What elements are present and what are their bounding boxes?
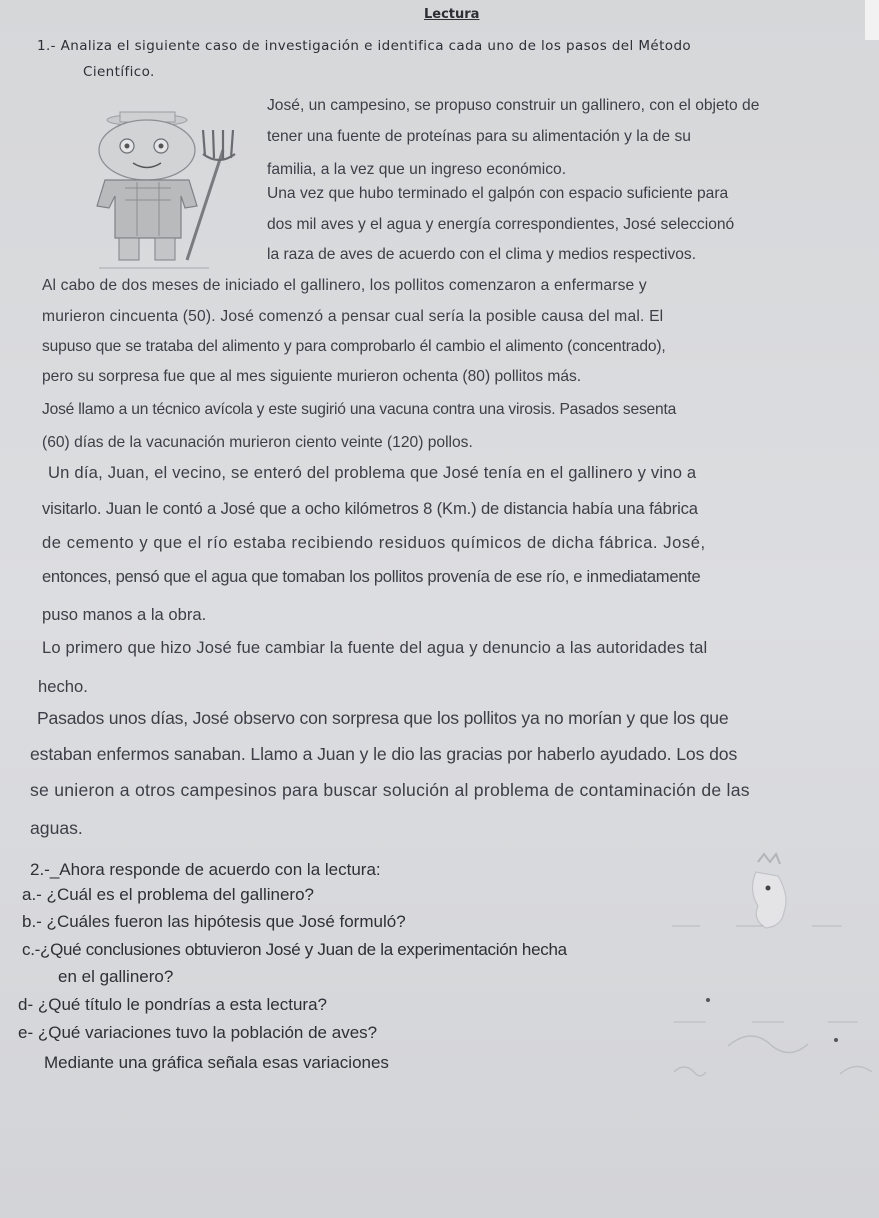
question-e: e- ¿Qué variaciones tuvo la población de aves? [18,1023,378,1042]
farmer-illustration [85,108,257,270]
paragraph-line: Un día, Juan, el vecino, se enteró del problema que José tenía en el gallinero y vino a [48,463,697,482]
paragraph-line: Pasados unos días, José observo con sorpresa que los pollitos ya no morían y que los que [37,708,729,728]
paragraph-line: Una vez que hubo terminado el galpón con espacio suficiente para [267,185,729,202]
paragraph-line: se unieron a otros campesinos para buscar solución al problema de contaminación de las [30,780,750,800]
paragraph-line: Al cabo de dos meses de iniciado el gallinero, los pollitos comenzaron a enfermarse y [42,277,647,294]
paragraph-line: hecho. [38,677,88,696]
question-e-graph-instruction: Mediante una gráfica señala esas variaciones [44,1053,389,1072]
paragraph-line: pero su sorpresa fue que al mes siguiente murieron ochenta (80) pollitos más. [42,368,582,385]
paragraph-line: entonces, pensó que el agua que tomaban los pollitos provenía de ese río, e inmediatamente [42,567,701,586]
paragraph-line: José, un campesino, se propuso construir un gallinero, con el objeto de [267,97,760,114]
paragraph-line: familia, a la vez que un ingreso económico. [267,161,567,178]
paragraph-line: dos mil aves y el agua y energía correspondientes, José seleccionó [267,216,735,233]
paragraph-line: supuso que se trataba del alimento y para comprobarlo él cambio el alimento (concentrado), [42,338,666,355]
paragraph-line: la raza de aves de acuerdo con el clima y medios respectivos. [267,246,697,263]
paragraph-line: puso manos a la obra. [42,605,207,624]
paper-edge [865,0,879,40]
paragraph-line: murieron cincuenta (50). José comenzó a pensar cual sería la posible causa del mal. El [42,308,664,325]
instruction-line-1: 1.- Analiza el siguiente caso de investigación e identifica cada uno de los pasos del Método [37,38,692,54]
chicken-doodle [660,850,879,1090]
instruction-line-2: Científico. [83,64,155,80]
paragraph-line: (60) días de la vacunación murieron ciento veinte (120) pollos. [42,434,473,451]
paragraph-line: aguas. [30,818,83,838]
paragraph-line: tener una fuente de proteínas para su alimentación y la de su [267,128,691,145]
question-b: b.- ¿Cuáles fueron las hipótesis que José formuló? [22,912,406,931]
questions-intro: 2.-_Ahora responde de acuerdo con la lectura: [30,860,381,879]
page-title: Lectura [424,7,480,22]
question-c: c.-¿Qué conclusiones obtuvieron José y Juan de la experimentación hecha [22,940,567,959]
paragraph-line: de cemento y que el río estaba recibiendo residuos químicos de dicha fábrica. José, [42,533,706,552]
paragraph-line: estaban enfermos sanaban. Llamo a Juan y le dio las gracias por haberlo ayudado. Los dos [30,744,738,764]
question-d: d- ¿Qué título le pondrías a esta lectura? [18,995,328,1014]
paragraph-line: Lo primero que hizo José fue cambiar la fuente del agua y denuncio a las autoridades tal [42,638,708,657]
question-c-continued: en el gallinero? [58,967,174,986]
paragraph-line: José llamo a un técnico avícola y este sugirió una vacuna contra una virosis. Pasados sesenta [42,401,677,418]
paragraph-line: visitarlo. Juan le contó a José que a ocho kilómetros 8 (Km.) de distancia había una fábrica [42,499,698,518]
question-a: a.- ¿Cuál es el problema del gallinero? [22,885,314,904]
